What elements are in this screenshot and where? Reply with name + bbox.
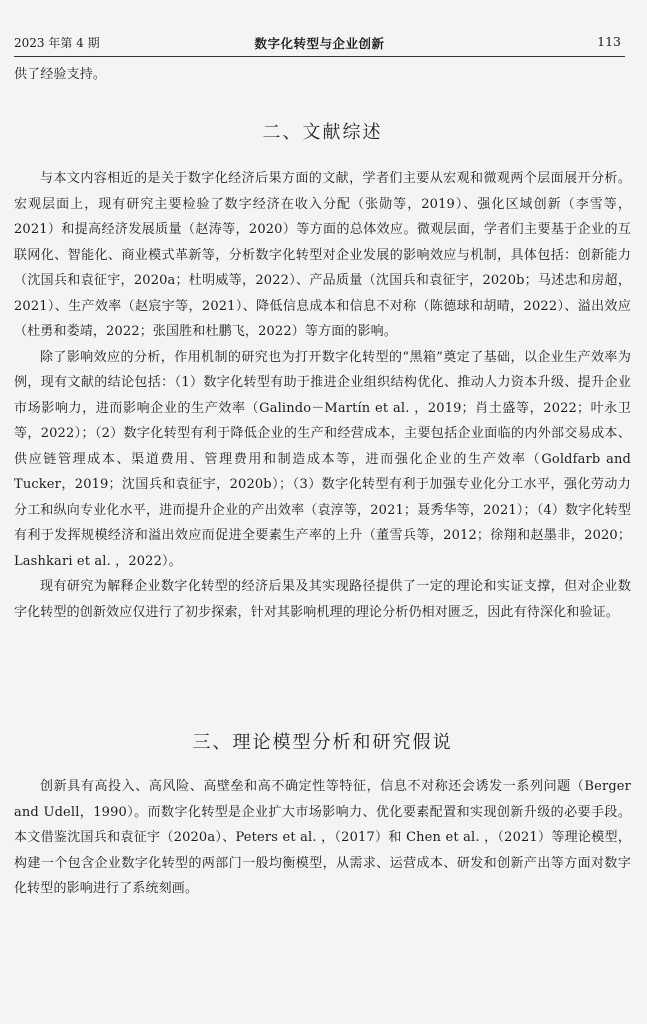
intro-fragment-block bbox=[14, 62, 631, 88]
intro-fragment: 供了经验支持。 bbox=[14, 67, 107, 82]
paragraph: 现有研究为解释企业数字化转型的经济后果及其实现路径提供了一定的理论和实证支撑，但对企业数字化转型的创新效应仅进行了初步探索，针对其影响机理的理论分析仍相对匮乏，因此有待深化和验证。 bbox=[14, 579, 631, 620]
section-theory-model-body bbox=[14, 774, 631, 902]
paragraph: 除了影响效应的分析，作用机制的研究也为打开数字化转型的“黑箱”奠定了基础，以企业生产效率为例，现有文献的结论包括：（1）数字化转型有助于推进企业组织结构优化、推动人力资本升级、提升企业市场影响力，进而影响企业的生产效率（Galindo－Martín et al. ，2019；肖土盛等，2022；叶永卫等，2022）；（2）数字化转型有利于降低企业的生产和经营成本，主要包括企业面临的内外部交易成本、供应链管理成本、渠道费用、管理费用和制造成本等，进而强化企业的生产效率（Goldfarb and Tucker，2019；沈国兵和袁征宇，2020b）；（3）数字化转型有利于加强专业化分工水平，强化劳动力分工和纵向专业化水平，进而提升企业的产出效率（袁淳等，2021；聂秀华等，2021）；（4）数字化转型有利于发挥规模经济和溢出效应而促进全要素生产率的上升（董雪兵等，2012；徐翔和赵墨非，2020；Lashkari et al. ，2022）。 bbox=[14, 349, 631, 569]
paragraph: 创新具有高投入、高风险、高壁垒和高不确定性等特征，信息不对称还会诱发一系列问题（Berger and Udell，1990）。而数字化转型是企业扩大市场影响力、优化要素配置和实现创新升级的必要手段。本文借鉴沈国兵和袁征宇（2020a）、Peters et al. ，（2017）和 Chen et al. ，（2021）等理论模型，构建一个包含企业数字化转型的两部门一般均衡模型，从需求、运营成本、研发和创新产出等方面对数字化转型的影响进行了系统刻画。 bbox=[14, 779, 631, 896]
issue-label: 2023 年第 4 期 bbox=[14, 36, 100, 50]
page-number: 113 bbox=[597, 34, 621, 49]
running-header bbox=[14, 34, 625, 57]
section-literature-review-body bbox=[14, 166, 631, 625]
section-heading-literature-review: 二、文献综述 bbox=[262, 122, 383, 143]
section-heading-theory-model: 三、理论模型分析和研究假说 bbox=[192, 732, 453, 753]
paragraph: 与本文内容相近的是关于数字化经济后果方面的文献，学者们主要从宏观和微观两个层面展开分析。宏观层面上，现有研究主要检验了数字经济在收入分配（张勋等，2019）、强化区域创新（李雪等，2021）和提高经济发展质量（赵涛等，2020）等方面的总体效应。微观层面，学者们主要基于企业的互联网化、智能化、商业模式革新等，分析数字化转型对企业发展的影响效应与机制，具体包括：创新能力（沈国兵和袁征宇，2020a；杜明威等，2022）、产品质量（沈国兵和袁征宇，2020b；马述忠和房超，2021）、生产效率（赵宸宇等，2021）、降低信息成本和信息不对称（陈德球和胡晴，2022）、溢出效应（杜勇和娄靖，2022；张国胜和杜鹏飞，2022）等方面的影响。 bbox=[14, 171, 631, 339]
journal-title: 数字化转型与企业创新 bbox=[254, 36, 385, 51]
